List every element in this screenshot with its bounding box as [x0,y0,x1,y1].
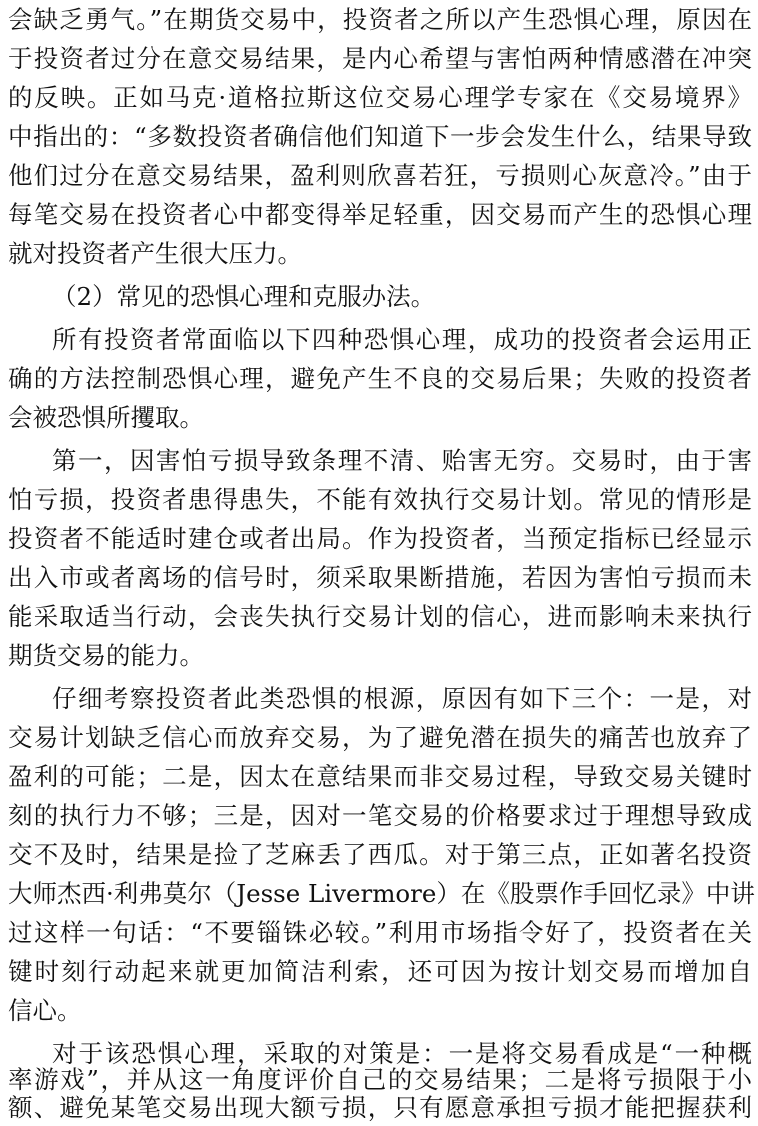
text-line: 会缺乏勇气。”在期货交易中，投资者之所以产生恐惧心理，原因在 [8,5,752,34]
text-line: 期货交易的能力。 [8,641,204,670]
text-line: 会被恐惧所攫取。 [8,403,204,432]
text-line: 仔细考察投资者此类恐惧的根源，原因有如下三个：一是，对 [52,684,752,713]
text-line: 就对投资者产生很大压力。 [8,239,302,268]
text-line: 所有投资者常面临以下四种恐惧心理，成功的投资者会运用正 [52,325,752,354]
text-line: 确的方法控制恐惧心理，避免产生不良的交易后果；失败的投资者 [8,364,752,393]
text-line: 的反映。正如马克·道格拉斯这位交易心理学专家在《交易境界》 [8,83,752,112]
text-line: 每笔交易在投资者心中都变得举足轻重，因交易而产生的恐惧心理 [8,200,752,229]
text-line: 怕亏损，投资者患得患失，不能有效执行交易计划。常见的情形是 [8,485,752,514]
text-line: 过这样一句话：“不要锱铢必较。”利用市场指令好了，投资者在关 [8,918,752,947]
section-heading: （2）常见的恐惧心理和克服办法。 [52,282,436,311]
text-line: 于投资者过分在意交易结果，是内心希望与害怕两种情感潜在冲突 [8,44,752,73]
text-line: 第一，因害怕亏损导致条理不清、贻害无穷。交易时，由于害 [52,446,752,475]
text-line: 刻的执行力不够；三是，因对一笔交易的价格要求过于理想导致成 [8,801,752,830]
text-line: 能采取适当行动，会丧失执行交易计划的信心，进而影响未来执行 [8,602,752,631]
text-line: 交不及时，结果是捡了芝麻丢了西瓜。对于第三点，正如著名投资 [8,840,752,869]
text-line: 大师杰西·利弗莫尔（Jesse Livermore）在《股票作手回忆录》中讲 [8,879,755,908]
text-line: 键时刻行动起来就更加简洁利索，还可因为按计划交易而增加自 [8,957,752,986]
text-line: 额、避免某笔交易出现大额亏损，只有愿意承担亏损才能把握获利 [8,1093,752,1122]
text-line: 交易计划缺乏信心而放弃交易，为了避免潜在损失的痛苦也放弃了 [8,723,752,752]
text-line: 他们过分在意交易结果，盈利则欣喜若狂，亏损则心灰意冷。”由于 [8,161,752,190]
text-line: 对于该恐惧心理，采取的对策是：一是将交易看成是“一种概 [52,1039,752,1068]
text-line: 出入市或者离场的信号时，须采取果断措施，若因为害怕亏损而未 [8,563,752,592]
text-line: 盈利的可能；二是，因太在意结果而非交易过程，导致交易关键时 [8,762,752,791]
text-line: 投资者不能适时建仓或者出局。作为投资者，当预定指标已经显示 [8,524,752,553]
text-line: 信心。 [8,996,82,1025]
text-line: 中指出的：“多数投资者确信他们知道下一步会发生什么，结果导致 [8,122,752,151]
text-line: 率游戏”，并从这一角度评价自己的交易结果；二是将亏损限于小 [8,1065,752,1094]
